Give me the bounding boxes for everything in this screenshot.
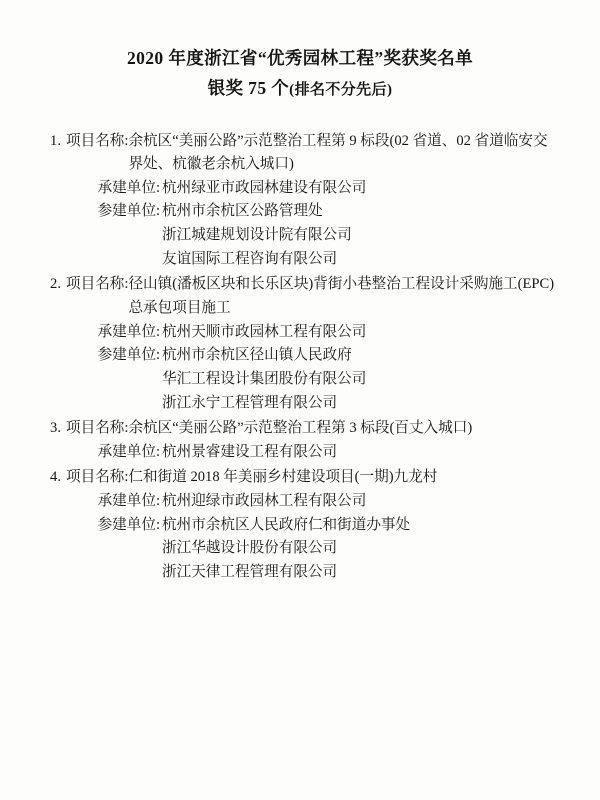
participant-label: 参建单位: (97, 203, 160, 220)
participant-row (40, 392, 560, 416)
entry-number: 4. (50, 469, 61, 486)
project-name-value: 余杭区“美丽公路”示范整治工程第 3 标段(百丈入城口) (128, 420, 473, 437)
participant-label-spacer (40, 368, 162, 392)
project-name-label: 项目名称: (66, 132, 129, 149)
page-subtitle-main: 银奖 75 个 (207, 77, 290, 98)
project-name-value: 径山镇(潘板区块和长乐区块)背街小巷整治工程设计采购施工(EPC)总承包项目施工 (128, 276, 555, 316)
participant-row (40, 344, 560, 368)
contractor-value: 杭州绿亚市政园林建设有限公司 (162, 179, 367, 196)
participant-value: 杭州市余杭区人民政府仁和街道办事处 (162, 516, 411, 533)
contractor-label: 承建单位: (97, 443, 160, 460)
participant-value: 浙江天律工程管理有限公司 (162, 564, 338, 581)
document-title-block (40, 44, 560, 104)
participant-label-spacer (40, 224, 162, 248)
contractor-row (40, 441, 560, 465)
participant-value: 华汇工程设计集团股份有限公司 (162, 370, 367, 387)
contractor-row (40, 321, 560, 345)
contractor-value: 杭州景睿建设工程有限公司 (162, 443, 338, 460)
entry-project-row (40, 130, 560, 177)
page-subtitle (40, 74, 560, 104)
participant-value: 友谊国际工程咨询有限公司 (162, 250, 338, 267)
participant-value: 浙江华越设计股份有限公司 (162, 540, 338, 557)
contractor-row (40, 490, 560, 514)
page-subtitle-note: (排名不分先后) (289, 81, 393, 98)
participant-label-spacer (40, 561, 162, 585)
contractor-label: 承建单位: (97, 323, 160, 340)
award-entry-list (40, 130, 560, 585)
participant-label: 参建单位: (97, 516, 160, 533)
project-name-value: 仁和街道 2018 年美丽乡村建设项目(一期)九龙村 (128, 469, 438, 486)
contractor-label: 承建单位: (97, 493, 160, 510)
participant-label-spacer (40, 248, 162, 272)
participant-value: 浙江永宁工程管理有限公司 (162, 394, 338, 411)
contractor-value: 杭州迎绿市政园林工程有限公司 (162, 493, 367, 510)
contractor-value: 杭州天顺市政园林工程有限公司 (162, 323, 367, 340)
participant-row (40, 248, 560, 272)
contractor-label: 承建单位: (97, 179, 160, 196)
project-name-label: 项目名称: (66, 469, 129, 486)
participant-value: 杭州市余杭区公路管理处 (162, 203, 323, 220)
entry-number: 1. (50, 132, 61, 149)
page-title: 2020 年度浙江省“优秀园林工程”奖获奖名单 (126, 48, 474, 68)
list-item (40, 466, 560, 584)
list-item (40, 417, 560, 464)
list-item (40, 130, 560, 272)
participant-row (40, 514, 560, 538)
participant-label: 参建单位: (97, 347, 160, 364)
entry-project-row (40, 466, 560, 490)
participant-value: 浙江城建规划设计院有限公司 (162, 227, 352, 244)
participant-label-spacer (40, 392, 162, 416)
participant-row (40, 224, 560, 248)
participant-value: 杭州市余杭区径山镇人民政府 (162, 347, 352, 364)
project-name-label: 项目名称: (66, 276, 129, 293)
participant-label-spacer (40, 537, 162, 561)
entry-number: 2. (50, 276, 61, 293)
project-name-value: 余杭区“美丽公路”示范整治工程第 9 标段(02 省道、02 省道临安交界处、杭徽老余杭入城口) (128, 132, 548, 173)
participant-row (40, 537, 560, 561)
entry-project-row (40, 417, 560, 441)
project-name-label: 项目名称: (66, 420, 129, 437)
participant-row (40, 561, 560, 585)
page-bottom-margin (40, 587, 560, 627)
entry-project-row (40, 273, 560, 320)
participant-row (40, 368, 560, 392)
participant-row (40, 200, 560, 224)
contractor-row (40, 177, 560, 201)
list-item (40, 273, 560, 415)
entry-number: 3. (50, 420, 61, 437)
